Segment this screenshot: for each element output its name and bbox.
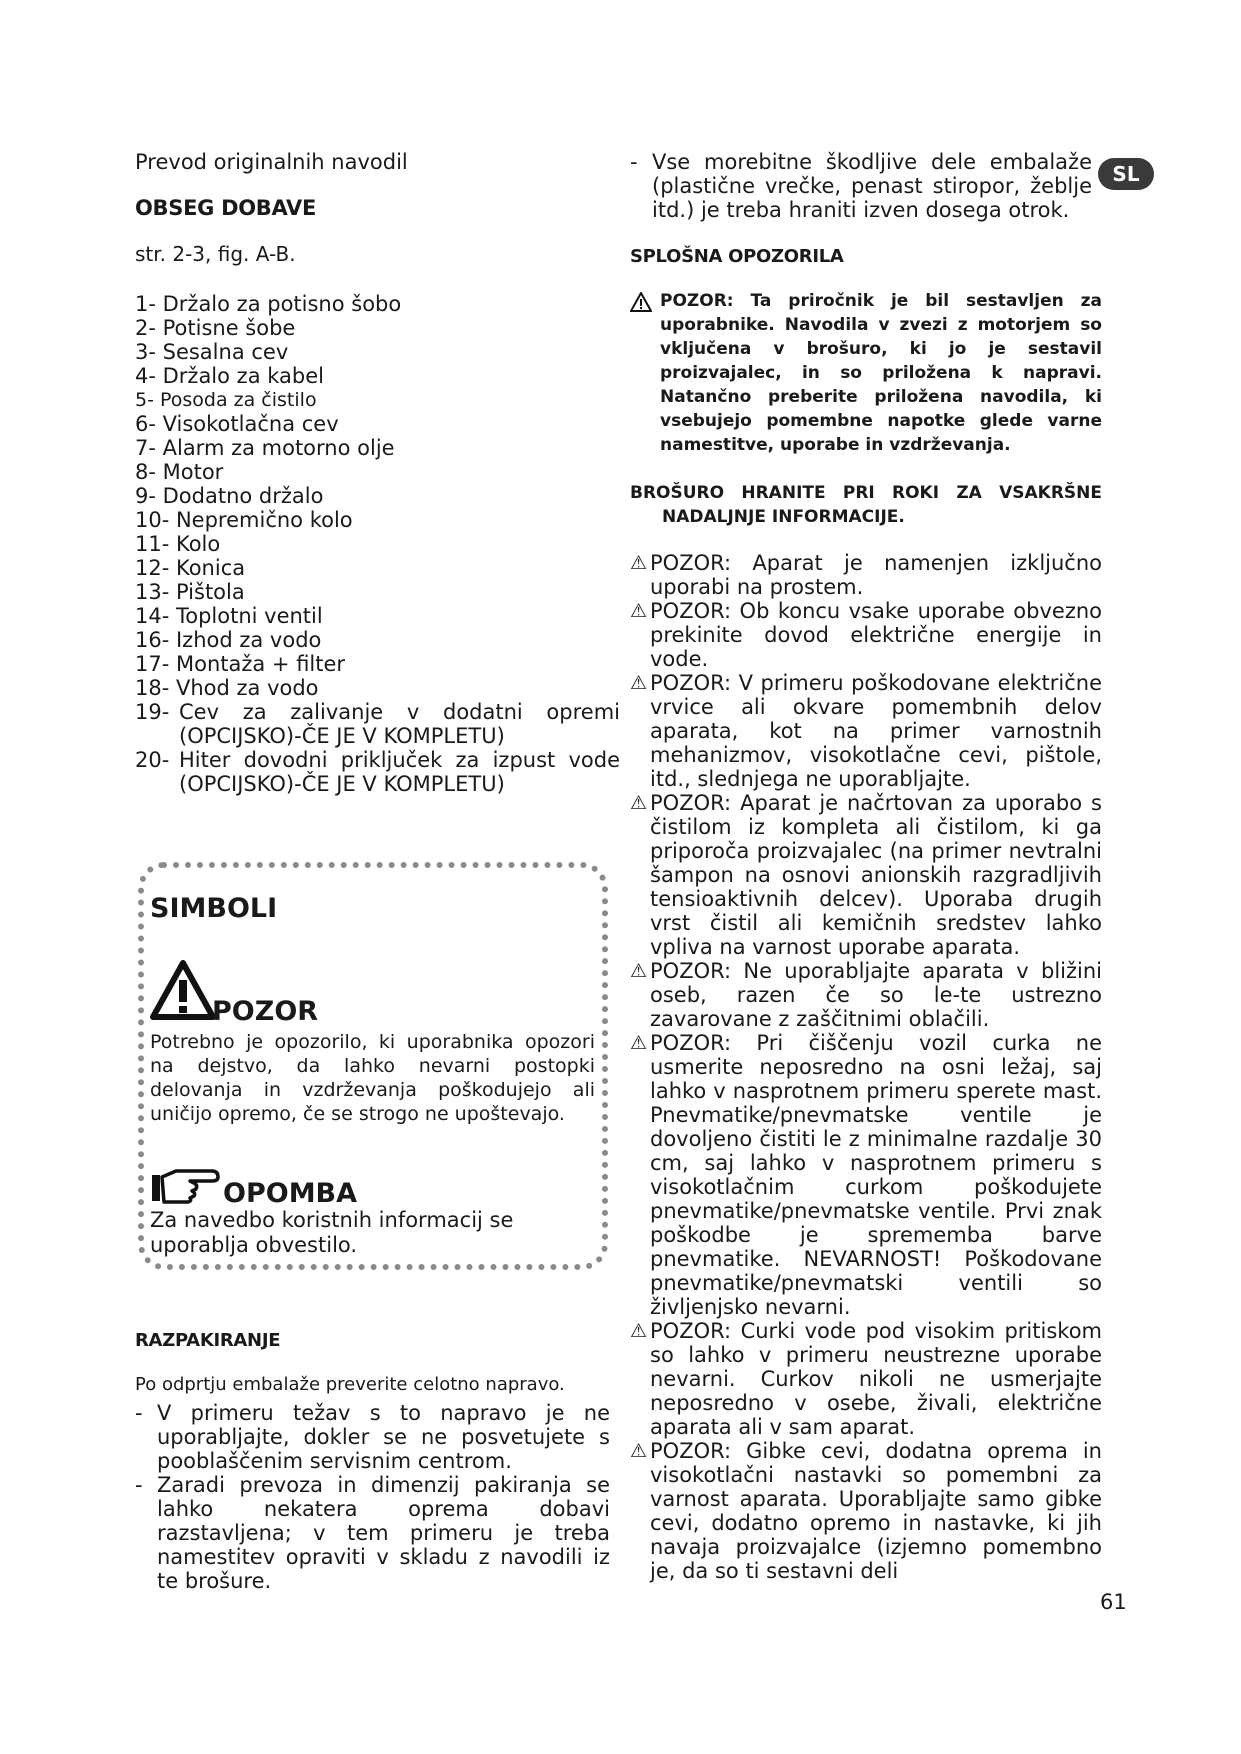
warning-text: POZOR: Pri čiščenju vozil curka ne usmerite neposredno na osni ležaj, saj lahko v nasprotnem primeru sperete mast. Pnevmatike/pnevmatske ventile je dovoljeno čistiti le z minimalne razdalje 30 cm, saj lahko v nasprotnem primeru s visokotlačnim curkom poškodujete pnevmatike/pnevmatske ventile. Prvi znak poškodbe je sprememba barve pnevmatike. NEVARNOST! Poškodovane pnevmatike/pnevmatski ventili so življenjsko nevarni. (650, 1031, 1102, 1319)
packaging-bullet (630, 150, 1092, 222)
brosuro-notice: BROŠURO HRANITE PRI ROKI ZA VSAKRŠNE NADALJNJE INFORMACIJE. (630, 483, 1102, 527)
warning-triangle-icon (150, 960, 216, 1020)
parts-list (135, 292, 620, 796)
unpacking-bullet (135, 1401, 610, 1473)
warning-item (630, 959, 1102, 1031)
list-item: 12- Konica (135, 556, 246, 580)
language-badge: SL (1098, 158, 1154, 190)
warning-item (630, 791, 1102, 959)
list-item: 6- Visokotlačna cev (135, 412, 339, 436)
splosna-title: SPLOŠNA OPOZORILA (630, 246, 844, 267)
bullet-text: Vse morebitne škodljive dele embalaže (plastične vrečke, penast stiropor, žeblje itd.) je treba hraniti izven dosega otrok. (652, 150, 1092, 222)
right-column (630, 150, 1102, 1583)
main-warning (630, 289, 1102, 457)
opomba-description: Za navedbo koristnih informacij se uporablja obvestilo. (150, 1208, 514, 1257)
bullet-dash: - (135, 1401, 143, 1425)
list-item-20 (135, 748, 620, 772)
warning-text: POZOR: Aparat je namenjen izključno uporabi na prostem. (650, 551, 1102, 599)
warning-icon (630, 292, 652, 312)
warning-icon: ⚠ (630, 1032, 648, 1054)
opomba-label: OPOMBA (223, 1178, 358, 1209)
warning-text: POZOR: Ne uporabljajte aparata v bližini oseb, razen če so le-te ustrezno zavarovane z zaščitnimi oblačili. (650, 959, 1102, 1031)
warning-text: POZOR: Ob koncu vsake uporabe obvezno prekinite dovod električne energije in vode. (650, 599, 1102, 671)
bullet-dash: - (630, 150, 638, 174)
item-continuation: (OPCIJSKO)-ČE JE V KOMPLETU) (179, 724, 505, 748)
list-item: 4- Držalo za kabel (135, 364, 324, 388)
warning-icon: ⚠ (630, 600, 648, 622)
list-item: 16- Izhod za vodo (135, 628, 322, 652)
warning-item (630, 1439, 1102, 1583)
list-item: 9- Dodatno držalo (135, 484, 324, 508)
bullet-text: Zaradi prevoza in dimenzij pakiranja se lahko nekatera oprema dobavi razstavljena; v tem primeru je treba namestitev opraviti v skladu z navodili iz te brošure. (157, 1473, 610, 1593)
page-number: 61 (1100, 1590, 1127, 1614)
list-item: 13- Pištola (135, 580, 245, 604)
pozor-label: POZOR (212, 996, 319, 1027)
list-item: 14- Toplotni ventil (135, 604, 323, 628)
bullet-dash: - (135, 1473, 143, 1497)
list-item: 17- Montaža + filter (135, 652, 346, 676)
warning-text: POZOR: Curki vode pod visokim pritiskom so lahko v primeru neustrezne uporabe nevarni. Curkov nikoli ne usmerjajte neposredno v osebe, živali, električne aparata ali v sam aparat. (650, 1319, 1102, 1439)
list-item: 10- Nepremično kolo (135, 508, 353, 532)
unpacking-bullet (135, 1473, 610, 1593)
item-number: 20- (135, 748, 170, 772)
list-item: 5- Posoda za čistilo (135, 389, 317, 411)
item-continuation: (OPCIJSKO)-ČE JE V KOMPLETU) (179, 772, 505, 796)
figure-reference: str. 2-3, fig. A-B. (135, 242, 296, 266)
list-item: 3- Sesalna cev (135, 340, 289, 364)
warnings-list (630, 551, 1102, 1583)
obseg-title: OBSEG DOBAVE (135, 196, 316, 220)
warning-icon: ⚠ (630, 1440, 648, 1462)
item-text: Cev za zalivanje v dodatni opremi (179, 700, 620, 724)
warning-icon: ⚠ (630, 672, 648, 694)
bullet-text: V primeru težav s to napravo je ne uporabljajte, dokler se ne posvetujete s pooblaščenim servisnim centrom. (157, 1401, 610, 1473)
pozor-description: Potrebno je opozorilo, ki uporabnika opozori na dejstvo, da lahko nevarni postopki delovanja in vzdrževanja poškodujejo ali uničijo opremo, če se strogo ne upoštevajo. (150, 1031, 595, 1125)
warning-item (630, 1319, 1102, 1439)
main-warning-text: POZOR: Ta priročnik je bil sestavljen za uporabnike. Navodila v zvezi z motorjem so vključena v brošuro, ki jo je sestavil proizvajalec, in so priložena k napravi. Natančno preberite priložena navodila, ki vsebujejo pomembne napotke glede varne namestitve, uporabe in vzdrževanja. (660, 291, 1102, 455)
list-item: 2- Potisne šobe (135, 316, 296, 340)
warning-icon: ⚠ (630, 552, 648, 574)
warning-text: POZOR: V primeru poškodovane električne vrvice ali okvare pomembnih delov aparata, kot na primer varnostnih mehanizmov, visokotlačne cevi, pištole, itd., slednjega ne uporabljajte. (650, 671, 1102, 791)
list-item-19 (135, 700, 620, 724)
unpacking-section (135, 1330, 610, 1593)
simboli-title: SIMBOLI (150, 893, 278, 924)
razpakiranje-title: RAZPAKIRANJE (135, 1330, 281, 1351)
item-number: 19- (135, 700, 170, 724)
warning-item (630, 671, 1102, 791)
warning-text: POZOR: Aparat je načrtovan za uporabo s čistilom iz kompleta ali čistilom, ki ga priporoča proizvajalec (na primer nevtralni šampon na osnovi anionskih razgradljivih tensioaktivnih delcev). Uporaba drugih vrst čistil ali kemičnih sredstev lahko vpliva na varnost uporabe aparata. (650, 791, 1102, 959)
warning-item (630, 1031, 1102, 1319)
list-item: 11- Kolo (135, 532, 221, 556)
unpacking-intro: Po odprtju embalaže preverite celotno napravo. (135, 1374, 565, 1395)
warning-text: POZOR: Gibke cevi, dodatna oprema in visokotlačni nastavki so pomembni za varnost aparata. Uporabljajte samo gibke cevi, dodatno opremo in nastavke, ki jih navaja proizvajalce (izjemno pomembno je, da so ti sestavni deli (650, 1439, 1102, 1583)
warning-item (630, 599, 1102, 671)
item-text: Hiter dovodni priključek za izpust vode (179, 748, 620, 772)
list-item: 7- Alarm za motorno olje (135, 436, 395, 460)
list-item: 8- Motor (135, 460, 224, 484)
list-item: 18- Vhod za vodo (135, 676, 319, 700)
pointing-hand-icon (150, 1163, 222, 1205)
warning-icon: ⚠ (630, 960, 648, 982)
warning-item (630, 551, 1102, 599)
list-item: 1- Držalo za potisno šobo (135, 292, 402, 316)
warning-icon: ⚠ (630, 1320, 648, 1342)
intro-text: Prevod originalnih navodil (135, 150, 408, 174)
warning-icon: ⚠ (630, 792, 648, 814)
left-column (135, 150, 620, 796)
